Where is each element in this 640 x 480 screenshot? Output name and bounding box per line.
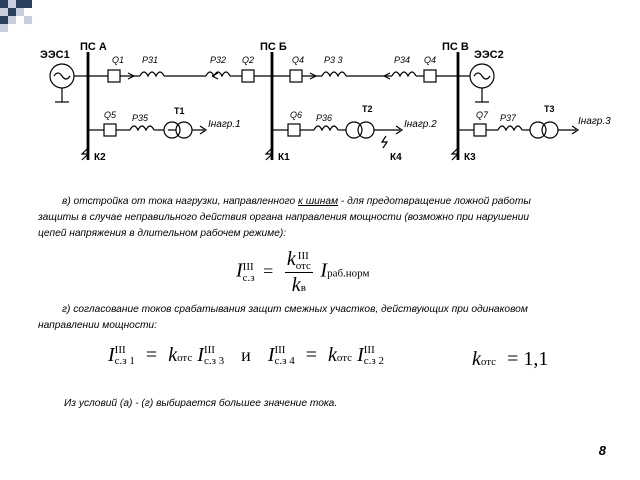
label-ps-v: ПС В (442, 41, 469, 53)
f1-lhs-sup: III (242, 260, 254, 273)
para-v-text-b: - для предотвращение ложной работы (338, 196, 531, 207)
label-p31: Р31 (142, 55, 159, 65)
f2-and: и (241, 345, 251, 365)
paragraph-final: Из условий (а) - (г) выбирается большее значение тока. (64, 398, 338, 409)
label-k1: К1 (278, 152, 290, 163)
source-ees1 (40, 49, 88, 102)
label-load1: Iнагр.1 (208, 119, 241, 130)
page-number: 8 (598, 443, 606, 458)
f2-k: k (168, 344, 178, 366)
f2-k2-sub: отс (336, 352, 353, 364)
f1-lhs: I (236, 259, 243, 282)
label-p32: Р32 (210, 55, 227, 65)
f1-num-k: k (286, 248, 296, 270)
branch-ps-v (452, 104, 611, 163)
f1-fraction (285, 248, 313, 297)
f2-a: I (108, 344, 115, 366)
f1-num-sup: III (297, 249, 309, 262)
label-k2: К2 (94, 152, 106, 163)
f2-eq1: = (145, 344, 158, 366)
para-v-text-a: в) отстройка от тока нагрузки, направленного (62, 196, 299, 207)
f2-d-sup: III (363, 344, 375, 357)
label-q4-left: Q4 (292, 55, 305, 65)
label-ees2: ЭЭС2 (474, 49, 504, 61)
label-q6: Q6 (290, 110, 303, 120)
label-q7: Q7 (476, 110, 489, 120)
label-q4-right: Q4 (424, 55, 437, 65)
formula-kotc-value (472, 348, 548, 371)
para-v-underlined: к шинам (298, 196, 339, 207)
label-p37: Р37 (500, 113, 517, 123)
f2-b: I (197, 344, 204, 366)
paragraph-v (62, 194, 622, 210)
f2-eq2: = (305, 344, 317, 366)
label-t1: Т1 (174, 106, 185, 116)
label-q1: Q1 (112, 55, 125, 65)
label-t3: Т3 (544, 104, 555, 114)
label-ps-a: ПС А (80, 41, 107, 53)
label-p35: Р35 (132, 113, 149, 123)
f2-d-sub: с.з 2 (363, 355, 384, 368)
paragraph-g-line2: направлении мощности: (38, 320, 157, 331)
f2-a-sub: с.з 1 (114, 355, 135, 368)
paragraph-v-line2: защиты в случае неправильного действия органа направления мощности (возможно при нарушении (38, 212, 530, 223)
f1-rhs: I (320, 259, 328, 282)
f1-rhs-sub: раб.норм (327, 267, 370, 280)
label-q2: Q2 (242, 55, 255, 65)
f1-den-sub: в (300, 282, 306, 294)
f2-k2: k (328, 344, 337, 366)
paragraph-v-line3: цепей напряжения в длительном рабочем режиме): (38, 228, 287, 239)
paragraph-g-line1: г) согласование токов срабатывания защит смежных участков, действующих при одинаковом (62, 304, 528, 315)
label-load2: Iнагр.2 (404, 119, 437, 130)
f2-b-sub: с.з 3 (203, 355, 225, 368)
f3-k: k (472, 348, 481, 370)
f1-lhs-sub: с.з (242, 271, 255, 284)
f2-c-sub: с.з 4 (274, 355, 295, 368)
label-ps-b: ПС Б (260, 41, 287, 53)
f1-den-k: k (291, 274, 301, 296)
f2-c: I (267, 344, 275, 366)
label-load3: Iнагр.3 (578, 116, 611, 127)
label-k3: К3 (464, 152, 476, 163)
f3-k-sub: отс (480, 356, 497, 368)
formula-load-detuning (236, 248, 369, 297)
f2-b-sup: III (203, 344, 215, 357)
f1-num-sub: отс (295, 259, 311, 272)
formula-coordination (108, 344, 384, 367)
label-t2: Т2 (362, 104, 373, 114)
f1-eq: = (263, 260, 274, 281)
f2-d: I (357, 344, 364, 366)
label-p34: Р34 (394, 55, 411, 65)
f2-c-sup: III (274, 344, 286, 357)
main-line (88, 70, 470, 82)
label-ees1: ЭЭС1 (40, 49, 70, 61)
power-network-diagram (0, 0, 640, 200)
branch-ps-b (266, 104, 437, 163)
f2-a-sup: III (114, 344, 126, 357)
f2-k-sub: отс (177, 352, 193, 364)
f3-value: = 1,1 (507, 348, 549, 370)
label-p36: Р36 (316, 113, 333, 123)
label-p33: Р3 3 (324, 55, 343, 65)
label-q5: Q5 (104, 110, 117, 120)
label-k4: К4 (390, 152, 402, 163)
branch-ps-a (82, 106, 241, 163)
source-ees2 (470, 49, 504, 102)
